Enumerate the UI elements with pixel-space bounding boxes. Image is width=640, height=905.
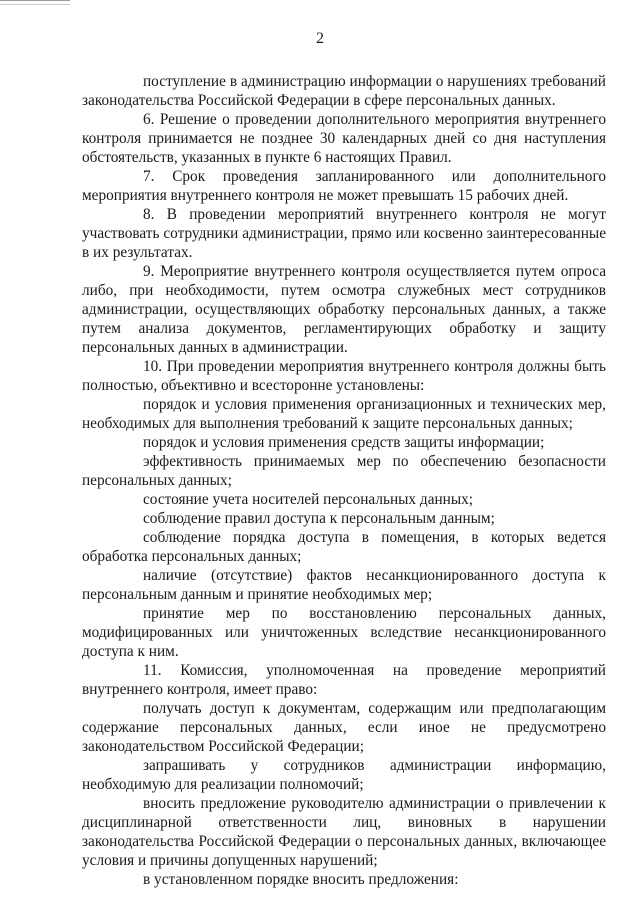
paragraph-item-10-sub-1: порядок и условия применения организационных и технических мер, необходимых для выполнения требований к защите персональных данных;	[82, 396, 606, 432]
scan-corner-mark	[0, 0, 70, 5]
paragraph-item-10: 10. При проведении мероприятия внутреннего контроля должны быть полностью, объективно и всесторонне установлены:	[82, 358, 606, 394]
paragraph-item-10-sub-2: порядок и условия применения средств защиты информации;	[143, 434, 545, 451]
paragraph-item-10-sub-4: состояние учета носителей персональных данных;	[143, 491, 474, 508]
paragraph-item-10-sub-8: принятие мер по восстановлению персональных данных, модифицированных или уничтоженных вследствие несанкционированного доступа к ним.	[82, 605, 606, 660]
paragraph-item-6: 6. Решение о проведении дополнительного мероприятия внутреннего контроля принимается не позднее 30 календарных дней со дня наступления обстоятельств, указанных в пункте 6 настоящих Правил.	[82, 111, 606, 166]
paragraph-item-10-sub-6: соблюдение порядка доступа в помещения, в которых ведется обработка персональных данных;	[82, 529, 606, 565]
paragraph-item-11-sub-4: в установленном порядке вносить предложения:	[143, 871, 459, 888]
paragraph-item-9: 9. Мероприятие внутреннего контроля осуществляется путем опроса либо, при необходимости, путем осмотра служебных мест сотрудников администрации, осуществляющих обработку персональных данных, а также путем анализа документов, регламентирующих обработку и защиту персональных данных в администрации.	[82, 263, 606, 356]
paragraph-item-11: 11. Комиссия, уполномоченная на проведение мероприятий внутреннего контроля, имеет право:	[82, 662, 606, 698]
paragraph-item-10-sub-7: наличие (отсутствие) фактов несанкционированного доступа к персональным данным и принятие необходимых мер;	[82, 567, 606, 603]
paragraph-item-7: 7. Срок проведения запланированного или дополнительного мероприятия внутреннего контроля не может превышать 15 рабочих дней.	[82, 168, 606, 204]
document-body	[82, 72, 606, 889]
paragraph-item-11-sub-2: запрашивать у сотрудников администрации информацию, необходимую для реализации полномочий;	[82, 757, 606, 793]
paragraph-item-11-sub-3: вносить предложение руководителю администрации о привлечении к дисциплинарной ответственности лиц, виновных в нарушении законодательства Российской Федерации о персональных данных, включающее условия и причины допущенных нарушений;	[82, 795, 606, 869]
paragraph-item-10-sub-5: соблюдение правил доступа к персональным данным;	[143, 510, 495, 527]
paragraph-item-11-sub-1: получать доступ к документам, содержащим или предполагающим содержание персональных данных, если иное не предусмотрено законодательством Российской Федерации;	[82, 700, 606, 755]
paragraph-continuation: поступление в администрацию информации о нарушениях требований законодательства Российской Федерации в сфере персональных данных.	[82, 73, 606, 109]
paragraph-item-10-sub-3: эффективность принимаемых мер по обеспечению безопасности персональных данных;	[82, 453, 606, 489]
page-number: 2	[316, 30, 324, 47]
paragraph-item-8: 8. В проведении мероприятий внутреннего контроля не могут участвовать сотрудники администрации, прямо или косвенно заинтересованные в их результатах.	[82, 206, 606, 261]
